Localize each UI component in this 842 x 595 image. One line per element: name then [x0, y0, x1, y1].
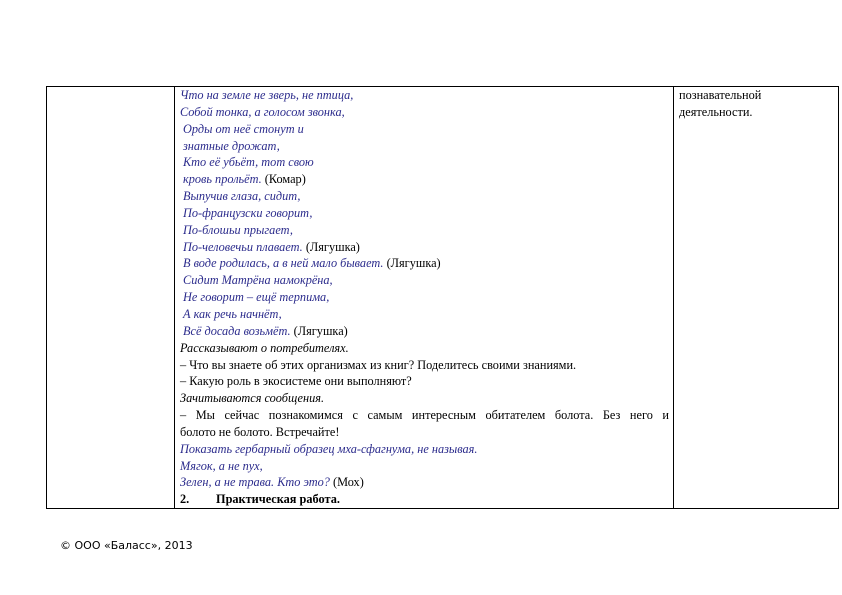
riddle-line: [180, 121, 669, 138]
riddle-text: Орды от неё стонут и: [183, 121, 304, 136]
riddle-text: Всё досада возьмёт.: [183, 323, 291, 338]
riddle-text: знатные дрожат,: [183, 138, 280, 153]
notes-text: деятельности.: [679, 104, 753, 119]
section-heading: [180, 491, 669, 508]
riddle-text: Сидит Матрёна намокрёна,: [183, 273, 333, 288]
riddle-text: Собой тонка, а голосом звонка,: [180, 104, 345, 119]
riddle-text: кровь прольёт.: [183, 172, 262, 187]
riddle-text: По-человечьи плавает.: [183, 239, 303, 254]
riddle-line: [180, 323, 669, 340]
stage-column: [47, 87, 174, 508]
riddle-text: По-блошьи прыгает,: [183, 222, 293, 237]
question-text: – Что вы знаете об этих организмах из книг? Поделитесь своими знаниями.: [180, 357, 577, 372]
instruction-text: Зачитываются сообщения.: [180, 391, 325, 406]
riddle-line: [180, 205, 669, 222]
instruction-text: Рассказывают о потребителях.: [180, 340, 349, 355]
copyright-footer: © ООО «Баласс», 2013: [60, 539, 193, 552]
riddle-line: [180, 306, 669, 323]
content-column: [175, 87, 672, 508]
riddle-line: [180, 171, 669, 188]
moss-riddle-line: [180, 474, 669, 491]
riddle-line: [180, 239, 669, 256]
riddle-line: [180, 188, 669, 205]
riddle-line: [180, 289, 669, 306]
riddle-line: [180, 104, 669, 121]
question-text: – Какую роль в экосистеме они выполняют?: [180, 374, 412, 389]
riddle-text: По-французски говорит,: [183, 205, 313, 220]
notes-text: познавательной: [679, 88, 762, 102]
riddle-text: А как речь начнёт,: [183, 306, 282, 321]
notes-column: [674, 87, 838, 508]
riddle-text: Что на земле не зверь, не птица,: [180, 88, 354, 102]
intro-text: болото не болото. Встречайте!: [180, 424, 340, 439]
intro-text: – Мы сейчас познакомимся с самым интересным обитателем болота. Без него и: [180, 408, 669, 423]
section-number: 2.: [180, 492, 190, 507]
riddle-line: [180, 272, 669, 289]
section-title: Практическая работа.: [216, 492, 340, 507]
riddle-line: [180, 154, 669, 171]
riddle-answer: (Комар): [264, 172, 306, 187]
moss-riddle-line: Мягок, а не пух,: [180, 458, 263, 473]
riddle-answer: (Лягушка): [386, 256, 441, 271]
instruction-text: Показать гербарный образец мха-сфагнума, не называя.: [180, 441, 478, 456]
riddle-text: Не говорит – ещё терпима,: [183, 290, 330, 305]
riddle-answer: (Мох): [332, 475, 364, 490]
riddle-line: [180, 138, 669, 155]
riddle-text: Кто её убьёт, тот свою: [183, 155, 314, 170]
riddle-answer: (Лягушка): [305, 239, 360, 254]
riddle-text: В воде родилась, а в ней мало бывает.: [183, 256, 384, 271]
riddle-answer: (Лягушка): [293, 323, 348, 338]
riddle-line: [180, 255, 669, 272]
riddle-text: Выпучив глаза, сидит,: [183, 189, 301, 204]
moss-riddle-text: Зелен, а не трава. Кто это?: [180, 475, 330, 490]
riddle-line: [180, 87, 669, 104]
lesson-table: [46, 86, 839, 509]
riddle-line: [180, 222, 669, 239]
